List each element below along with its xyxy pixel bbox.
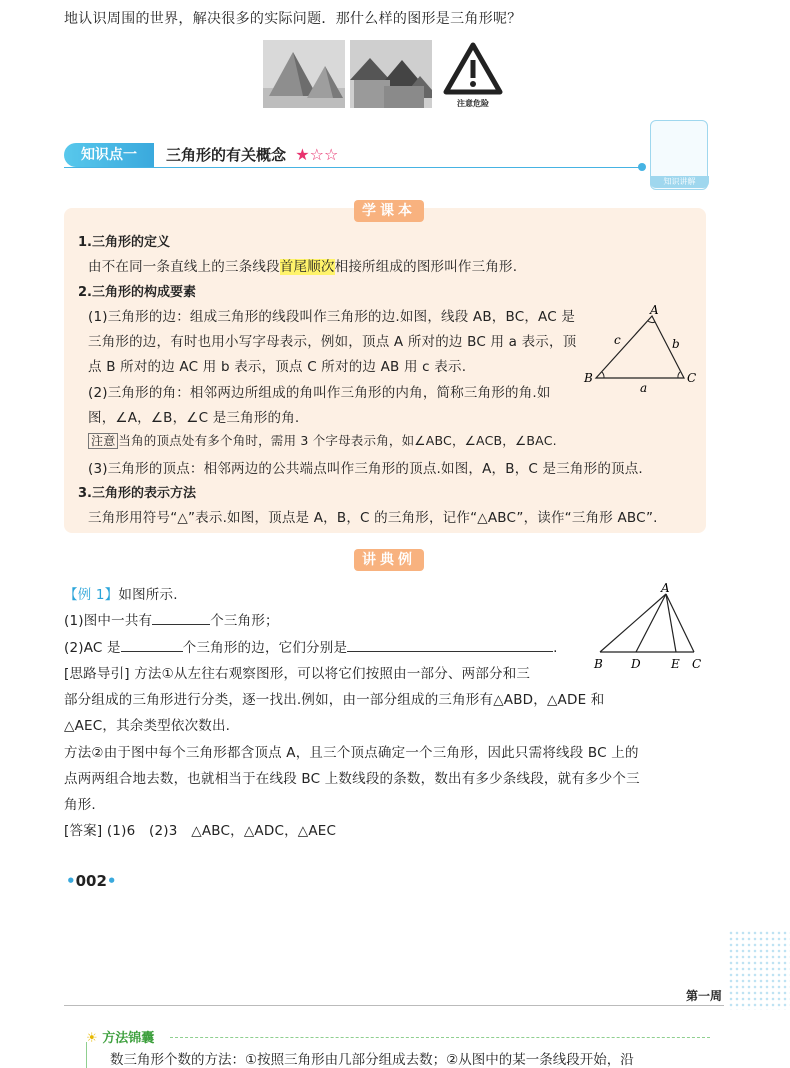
segment-ac	[666, 594, 694, 652]
answer-text: (1)6 (2)3 △ABC，△ADC，△AEC	[106, 823, 337, 839]
label-B: B	[584, 371, 593, 385]
pyramid-photo	[263, 40, 345, 108]
s2-line-2: 三角形的边，有时也用小写字母表示，例如，顶点 A 所对的边 BC 用 a 表示，顶	[88, 334, 577, 350]
decorative-dot-grid	[728, 930, 790, 1010]
knowledge-point-tag: 知识点一	[64, 143, 154, 167]
example-header	[64, 583, 178, 603]
ex-label-A: A	[661, 582, 670, 595]
angle-c-mark	[678, 372, 680, 378]
page-number-text: 002	[75, 872, 107, 890]
hint-line-3: △AEC，其余类型依次数出.	[64, 718, 231, 734]
s2-line-3: 点 B 所对的边 AC 用 b 表示，顶点 C 所对的边 AB 用 c 表示.	[88, 359, 467, 375]
label-C: C	[687, 371, 697, 385]
learn-pill: 学课本	[354, 200, 424, 222]
q1-text-a: (1)图中一共有	[64, 613, 153, 629]
s1-text-a: 由不在同一条直线上的三条线段	[88, 259, 280, 275]
roof-photo	[350, 40, 432, 108]
label-c: c	[614, 333, 621, 347]
s3-line-1: 三角形用符号“△”表示.如图，顶点是 A，B，C 的三角形，记作“△ABC”，读作“三角形 ABC”.	[88, 510, 658, 526]
angle-b-mark	[602, 372, 604, 378]
hint-l1: 方法①从左往右观察图形，可以将它们按照由一部分、两部分和三	[134, 666, 531, 682]
ex-label-C: C	[692, 657, 702, 671]
kp-line-dot	[638, 163, 646, 171]
warning-sign-icon	[443, 42, 503, 98]
method-tag-text: 方法锦囊	[102, 1031, 155, 1046]
method-tag	[86, 1027, 154, 1046]
triangle-abc-figure	[576, 302, 702, 394]
method-side-line	[86, 1042, 87, 1068]
s1-title: 1.三角形的定义	[78, 235, 170, 250]
segment-ae	[666, 594, 676, 652]
kp-underline	[64, 167, 642, 168]
answer-tag: [答案]	[64, 823, 103, 839]
s3-title: 3.三角形的表示方法	[78, 486, 196, 501]
q2-blank-2[interactable]	[347, 637, 553, 652]
footer-divider	[64, 1005, 724, 1006]
question-1	[64, 609, 279, 629]
s2-line-6: (3)三角形的顶点：相邻两边的公共端点叫作三角形的顶点.如图，A，B，C 是三角形的顶点.	[88, 461, 643, 477]
note-text: 当角的顶点处有多个角时，需用 3 个字母表示角，如∠ABC，∠ACB，∠BAC.	[118, 433, 557, 448]
week-label: 第一周	[686, 989, 723, 1003]
warning-label: 注意危险	[457, 99, 489, 108]
q1-text-b: 个三角形；	[210, 613, 279, 629]
note-line	[88, 431, 557, 449]
hint-tag: [思路导引]	[64, 666, 130, 682]
hint-line-2: 部分组成的三角形进行分类，逐一找出.例如，由一部分组成的三角形有△ABD，△ADE 和	[64, 692, 605, 708]
hint-line-5: 点两两组合地去数，也就相当于在线段 BC 上数线段的条数，数出有多少条线段，就有多少个三	[64, 771, 640, 787]
example-title: 如图所示.	[118, 587, 178, 603]
answer-line	[64, 819, 336, 839]
s2-line-4: (2)三角形的角：相邻两边所组成的角叫作三角形的内角，简称三角形的角.如	[88, 385, 551, 401]
segment-ad	[636, 594, 666, 652]
label-a: a	[640, 381, 648, 394]
intro-text: 地认识周围的世界，解决很多的实际问题．那什么样的图形是三角形呢？	[64, 11, 522, 27]
label-b: b	[672, 337, 680, 351]
question-2	[64, 636, 558, 656]
s2-line-5: 图，∠A，∠B，∠C 是三角形的角.	[88, 410, 300, 426]
ex-label-B: B	[594, 657, 603, 671]
ex-label-E: E	[671, 657, 680, 671]
triangle-abdec-figure	[590, 582, 710, 672]
note-tag: 注意	[88, 433, 118, 449]
example-pill: 讲典例	[354, 549, 424, 571]
q2-end: .	[553, 640, 558, 656]
difficulty-stars: ★☆☆	[295, 145, 339, 164]
label-A: A	[650, 303, 659, 317]
hint-line-4: 方法②由于图中每个三角形都含顶点 A，且三个顶点确定一个三角形，因此只需将线段 BC 上的	[64, 745, 639, 761]
segment-ab	[600, 594, 666, 652]
knowledge-point-title	[166, 144, 338, 165]
s2-title: 2.三角形的构成要素	[78, 285, 196, 300]
qr-code-label: 知识讲解	[650, 176, 709, 188]
q1-blank[interactable]	[152, 610, 210, 625]
page-number: •002•	[66, 872, 117, 890]
lightbulb-icon: ☀	[86, 1031, 98, 1046]
triangle-abc-shape	[596, 316, 684, 378]
method-dash-line	[170, 1037, 710, 1038]
s1-text-b: 相接所组成的图形叫作三角形.	[334, 259, 518, 275]
q2-text-a: (2)AC 是	[64, 640, 121, 656]
s2-line-1: (1)三角形的边：组成三角形的线段叫作三角形的边.如图，线段 AB，BC，AC 是	[88, 309, 576, 325]
q2-text-b: 个三角形的边，它们分别是	[182, 640, 348, 656]
kp-title-text: 三角形的有关概念	[166, 146, 287, 164]
s1-text	[88, 255, 517, 275]
q2-blank-1[interactable]	[121, 637, 183, 652]
hint-line-6: 角形.	[64, 797, 96, 813]
hint-line-1	[64, 662, 530, 682]
s1-highlight: 首尾顺次	[279, 259, 335, 275]
example-tag: 【例 1】	[64, 587, 119, 603]
method-text: 数三角形个数的方法：①按照三角形由几部分组成去数；②从图中的某一条线段开始，沿	[110, 1052, 634, 1068]
angle-a-mark	[648, 321, 655, 323]
ex-label-D: D	[631, 657, 641, 671]
